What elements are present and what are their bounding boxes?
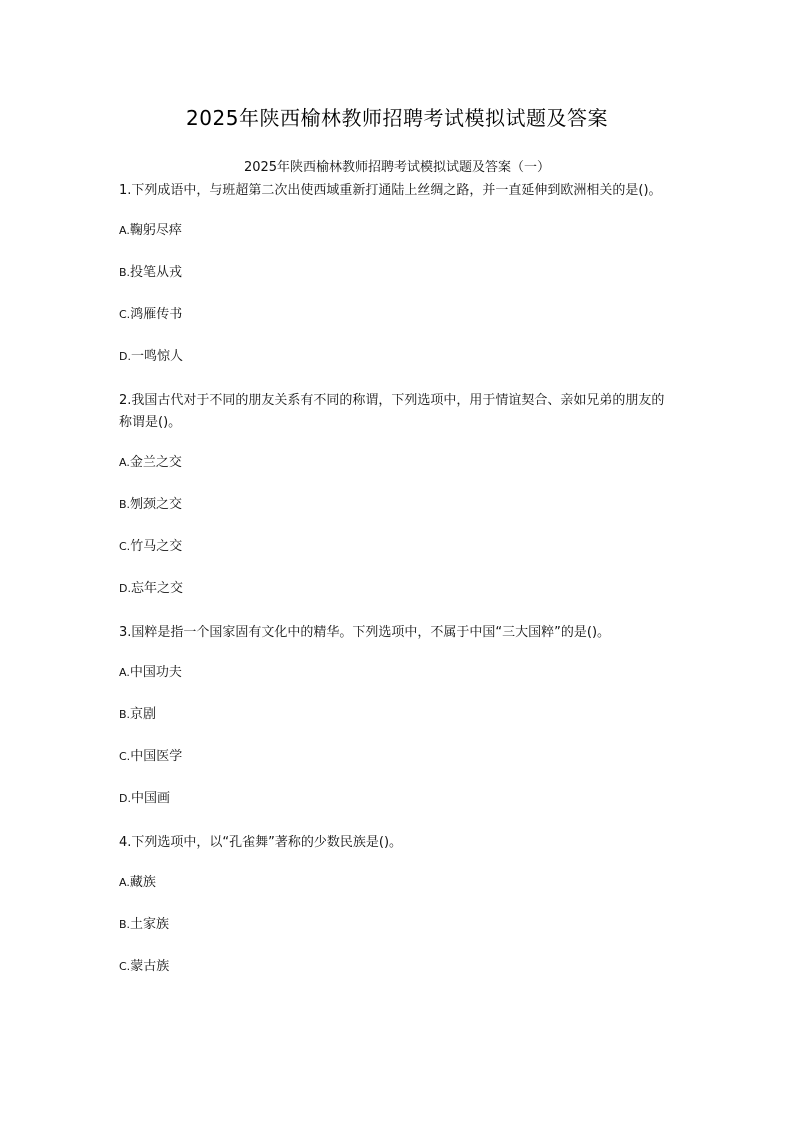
option-letter: A. <box>119 224 130 237</box>
option-text: 土家族 <box>130 917 170 932</box>
option-letter: A. <box>119 876 130 889</box>
option-text: 中国功夫 <box>129 665 182 680</box>
option-item <box>119 874 669 892</box>
option-text: 竹马之交 <box>130 539 183 554</box>
option-item <box>119 306 669 324</box>
option-letter: C. <box>119 960 131 973</box>
option-text: 金兰之交 <box>129 455 182 470</box>
option-text: 京剧 <box>130 707 157 722</box>
option-text: 中国医学 <box>130 749 183 764</box>
option-text: 刎颈之交 <box>130 497 183 512</box>
option-text: 中国画 <box>130 791 170 806</box>
option-item <box>119 706 669 724</box>
question-text: 1.下列成语中，与班超第二次出使西域重新打通陆上丝绸之路，并一直延伸到欧洲相关的是()。 <box>119 183 662 198</box>
question-text: 3.国粹是指一个国家固有文化中的精华。下列选项中，不属于中国“三大国粹”的是()。 <box>119 625 611 640</box>
option-letter: B. <box>119 266 131 279</box>
question-text: 2.我国古代对于不同的朋友关系有不同的称谓，下列选项中，用于情谊契合、亲如兄弟的朋友的称谓是()。 <box>119 393 665 430</box>
option-letter: A. <box>119 666 130 679</box>
option-item <box>119 538 669 556</box>
option-item <box>119 454 669 472</box>
option-letter: A. <box>119 456 130 469</box>
option-letter: C. <box>119 540 131 553</box>
option-text: 一鸣惊人 <box>130 349 183 364</box>
option-text: 蒙古族 <box>130 959 170 974</box>
option-letter: D. <box>119 792 131 805</box>
option-item <box>119 958 669 976</box>
option-item <box>119 264 669 282</box>
option-item <box>119 664 669 682</box>
question-text: 4.下列选项中，以“孔雀舞”著称的少数民族是()。 <box>119 835 403 850</box>
option-letter: D. <box>119 582 131 595</box>
option-text: 藏族 <box>129 875 156 890</box>
option-item <box>119 580 669 598</box>
option-letter: C. <box>119 308 131 321</box>
option-item <box>119 222 669 240</box>
document-title: 2025年陕西榆林教师招聘考试模拟试题及答案 <box>186 106 608 130</box>
section-title: 2025年陕西榆林教师招聘考试模拟试题及答案（一） <box>243 160 551 175</box>
option-text: 投笔从戎 <box>130 265 183 280</box>
option-text: 鸿雁传书 <box>130 307 183 322</box>
option-item <box>119 790 669 808</box>
option-text: 忘年之交 <box>130 581 183 596</box>
option-text: 鞠躬尽瘁 <box>129 223 182 238</box>
option-item <box>119 348 669 366</box>
option-letter: B. <box>119 498 131 511</box>
option-letter: D. <box>119 350 131 363</box>
questions-container <box>119 180 669 1000</box>
option-letter: C. <box>119 750 131 763</box>
option-letter: B. <box>119 708 131 721</box>
option-item <box>119 916 669 934</box>
option-item <box>119 496 669 514</box>
option-letter: B. <box>119 918 131 931</box>
option-item <box>119 748 669 766</box>
